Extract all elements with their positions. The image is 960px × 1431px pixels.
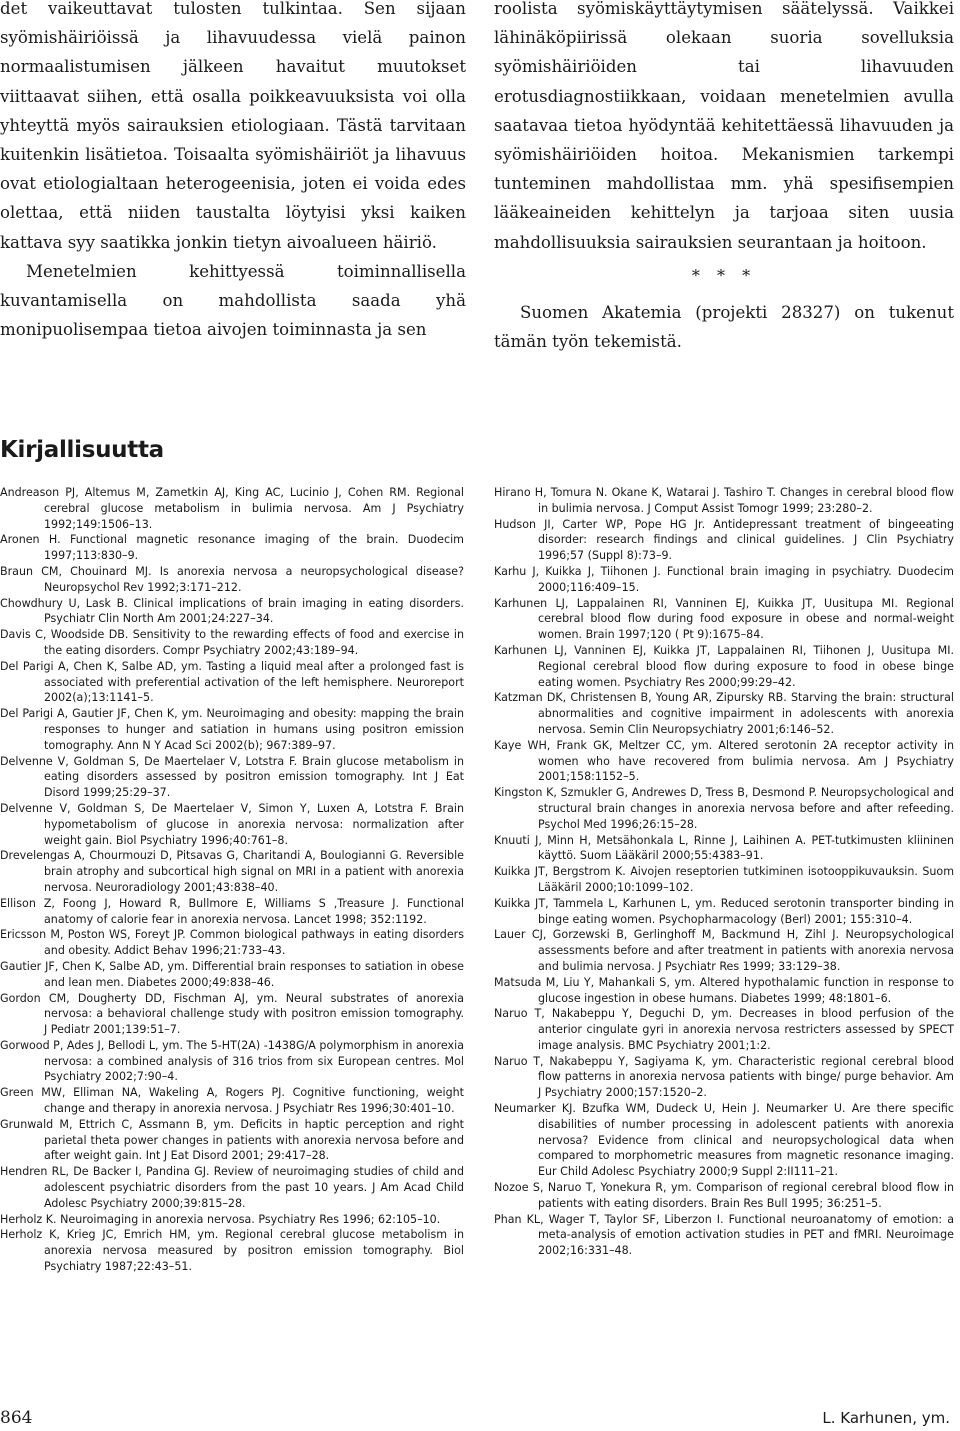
reference-item: Chowdhury U, Lask B. Clinical implications of brain imaging in eating disorders. Psychiatr Clin North Am 2001;24:227–34. <box>0 596 464 626</box>
reference-item: Kuikka JT, Bergstrom K. Aivojen reseptorien tutkiminen isotooppikuvauksin. Suom Lääkäril 2000;10:1099–102. <box>494 865 954 894</box>
references-left-column <box>0 485 464 1275</box>
reference-item: Katzman DK, Christensen B, Young AR, Zipursky RB. Starving the brain: structural abnormalities and cognitive impairment in adolescents with anorexia nervosa. Semin Clin Neuropsychiatry 2001;6:146–52. <box>494 691 954 736</box>
reference-item: Drevelengas A, Chourmouzi D, Pitsavas G, Charitandi A, Boulogianni G. Reversible brain atrophy and subcortical high signal on MRI in a patient with anorexia nervosa. Neuroradiology 2001;43:838–40. <box>0 849 464 894</box>
acknowledgement: Suomen Akatemia (projekti 28327) on tukenut tämän työn tekemistä. <box>494 303 954 352</box>
reference-item: Herholz K, Krieg JC, Emrich HM, ym. Regional cerebral glucose metabolism in anorexia nervosa measured by positron emission tomography. Biol Psychiatry 1987;22:43–51. <box>0 1228 464 1274</box>
reference-item: Hudson JI, Carter WP, Pope HG Jr. Antidepressant treatment of bingeeating disorder: research findings and clinical guidelines. J Clin Psychiatry 1996;57 (Suppl 8):73–9. <box>494 517 954 563</box>
reference-item: Gautier JF, Chen K, Salbe AD, ym. Differential brain responses to satiation in obese and lean men. Diabetes 2000;49:838–46. <box>0 959 464 989</box>
references-heading: Kirjallisuutta <box>0 437 164 463</box>
references-right-column <box>494 485 954 1259</box>
reference-item: Nozoe S, Naruo T, Yonekura R, ym. Comparison of regional cerebral blood flow in patients with eating disorders. Brain Res Bull 1995; 36:251–5. <box>494 1181 954 1210</box>
reference-item: Davis C, Woodside DB. Sensitivity to the rewarding effects of food and exercise in the eating disorders. Compr Psychiatry 2002;43:189–94. <box>0 628 464 657</box>
reference-item: Delvenne V, Goldman S, De Maertelaer V, Lotstra F. Brain glucose metabolism in eating disorders assessed by positron emission tomography. Int J Eat Disord 1999;25:29–37. <box>0 754 464 800</box>
running-author: L. Karhunen, ym. <box>822 1409 950 1427</box>
reference-item: Karhunen LJ, Lappalainen RI, Vanninen EJ, Kuikka JT, Uusitupa MI. Regional cerebral blood flow during food exposure in obese and normal-weight women. Brain 1997;120 ( Pt 9):1675–84. <box>494 596 954 642</box>
reference-item: Del Parigi A, Chen K, Salbe AD, ym. Tasting a liquid meal after a prolonged fast is associated with preferential activation of the left hemisphere. Neuroreport 2002(a);13:1141–5. <box>0 659 464 705</box>
article-paragraph-1: det vaikeuttavat tulosten tulkintaa. Sen sijaan syömishäiriöissä ja lihavuudessa vielä painon normaalistumisen jälkeen havaitut muutokset viittaavat siihen, että osalla poikkeavuuksista voi olla yhteyttä myös sairauksien etiologiaan. Tästä tarvitaan kuitenkin lisätietoa. Toisaalta syömishäiriöt ja lihavuus ovat etiologialtaan heterogeenisia, joten ei voida edes olettaa, että niiden taustalta löytyisi yksi kaiken kattava syy saatikka jonkin tietyn aivoalueen häiriö. <box>0 0 466 252</box>
reference-item: Naruo T, Nakabeppu Y, Sagiyama K, ym. Characteristic regional cerebral blood flow patterns in anorexia nervosa patients with binge/ purge behavior. Am J Psychiatry 2000;157:1520–2. <box>494 1054 954 1100</box>
reference-item: Ericsson M, Poston WS, Foreyt JP. Common biological pathways in eating disorders and obesity. Addict Behav 1996;21:733–43. <box>0 928 464 958</box>
reference-item: Phan KL, Wager T, Taylor SF, Liberzon I. Functional neuroanatomy of emotion: a meta-analysis of emotion activation studies in PET and fMRI. Neuroimage 2002;16:331–48. <box>494 1212 954 1258</box>
section-separator: * * * <box>691 265 757 285</box>
reference-item: Knuuti J, Minn H, Metsähonkala L, Rinne J, Laihinen A. PET-tutkimusten kliininen käyttö. Suom Lääkäril 2000;55:4383–91. <box>494 833 954 863</box>
reference-item: Lauer CJ, Gorzewski B, Gerlinghoff M, Backmund H, Zihl J. Neuropsychological assessments before and after treatment in patients with anorexia nervosa and bulimia nervosa. J Psychiatr Res 1999; 33:129–38. <box>494 928 954 973</box>
reference-item: Green MW, Elliman NA, Wakeling A, Rogers PJ. Cognitive functioning, weight change and therapy in anorexia nervosa. J Psychiatr Res 1996;30:401–10. <box>0 1086 464 1116</box>
reference-item: Hendren RL, De Backer I, Pandina GJ. Review of neuroimaging studies of child and adolescent psychiatric disorders from the past 10 years. J Am Acad Child Adolesc Psychiatry 2000;39:815–28. <box>0 1165 464 1210</box>
reference-item: Delvenne V, Goldman S, De Maertelaer V, Simon Y, Luxen A, Lotstra F. Brain hypometabolism of glucose in anorexia nervosa: normalization after weight gain. Biol Psychiatry 1996;40:761–8. <box>0 801 464 847</box>
article-paragraph-2: Menetelmien kehittyessä toiminnallisella kuvantamisella on mahdollista saada yhä monipuolisempaa tietoa aivojen toiminnasta ja sen <box>0 261 466 340</box>
reference-item: Karhunen LJ, Vanninen EJ, Kuikka JT, Lappalainen RI, Tiihonen J, Uusitupa MI. Regional cerebral blood flow during exposure to food in obese binge eating women. Psychiatry Res 2000;99:29–42. <box>494 643 954 689</box>
reference-item: Gordon CM, Dougherty DD, Fischman AJ, ym. Neural substrates of anorexia nervosa: a behavioral challenge study with positron emission tomography. J Pediatr 2001;139:51–7. <box>0 991 464 1037</box>
reference-item: Kingston K, Szmukler G, Andrewes D, Tress B, Desmond P. Neuropsychological and structural brain changes in anorexia nervosa before and after refeeding. Psychol Med 1996;26:15–28. <box>494 786 954 831</box>
reference-item: Ellison Z, Foong J, Howard R, Bullmore E, Williams S ,Treasure J. Functional anatomy of calorie fear in anorexia nervosa. Lancet 1998; 352:1192. <box>0 896 464 926</box>
article-paragraph-3: roolista syömiskäyttäytymisen säätelyssä. Vaikkei lähinäköpiirissä olekaan suoria sovelluksia syömishäiriöiden tai lihavuuden erotusdiagnostiikkaan, voidaan menetelmien avulla saatavaa tietoa hyödyntää kehitettäessä lihavuuden ja syömishäiriöiden hoitoa. Mekanismien tarkempi tunteminen mahdollistaa mm. yhä spesifisempien lääkeaineiden kehittelyn ja tarjoaa siten uusia mahdollisuuksia sairauksien seurantaan ja hoitoon. <box>494 0 954 252</box>
reference-item: Andreason PJ, Altemus M, Zametkin AJ, King AC, Lucinio J, Cohen RM. Regional cerebral glucose metabolism in bulimia nervosa. Am J Psychiatry 1992;149:1506–13. <box>0 486 464 531</box>
reference-item: Kaye WH, Frank GK, Meltzer CC, ym. Altered serotonin 2A receptor activity in women who have recovered from bulimia nervosa. Am J Psychiatry 2001;158:1152–5. <box>494 738 954 784</box>
page-number: 864 <box>0 1408 33 1428</box>
reference-item: Hirano H, Tomura N. Okane K, Watarai J. Tashiro T. Changes in cerebral blood flow in bulimia nervosa. J Comput Assist Tomogr 1999; 23:280–2. <box>494 486 954 515</box>
article-right-column <box>494 0 954 356</box>
reference-item: Kuikka JT, Tammela L, Karhunen L, ym. Reduced serotonin transporter binding in binge eating women. Psychopharmacology (Berl) 2001; 155:310–4. <box>494 896 954 926</box>
reference-item: Matsuda M, Liu Y, Mahankali S, ym. Altered hypothalamic function in response to glucose ingestion in obese humans. Diabetes 1999; 48:1801–6. <box>494 975 954 1005</box>
reference-item: Karhu J, Kuikka J, Tiihonen J. Functional brain imaging in psychiatry. Duodecim 2000;116:409–15. <box>494 564 954 594</box>
reference-item: Gorwood P, Ades J, Bellodi L, ym. The 5-HT(2A) -1438G/A polymorphism in anorexia nervosa: a combined analysis of 316 trios from six European centres. Mol Psychiatry 2002;7:90–4. <box>0 1038 464 1084</box>
reference-item: Grunwald M, Ettrich C, Assmann B, ym. Deficits in haptic perception and right parietal theta power changes in patients with anorexia nervosa before and after weight gain. Int J Eat Disord 2001; 29:417–28. <box>0 1117 464 1163</box>
reference-item: Neumarker KJ. Bzufka WM, Dudeck U, Hein J. Neumarker U. Are there specific disabilities of number processing in adolescent patients with anorexia nervosa? Evidence from clinical and neuropsychological data when compared to morphometric measures from magnetic resonance imaging. Eur Child Adolesc Psychiatry 2000;9 Suppl 2:II111–21. <box>494 1102 954 1179</box>
reference-item: Del Parigi A, Gautier JF, Chen K, ym. Neuroimaging and obesity: mapping the brain responses to hunger and satiation in humans using positron emission tomography. Ann N Y Acad Sci 2002(b); 967:389–97. <box>0 707 464 752</box>
article-left-column <box>0 0 466 344</box>
reference-item: Herholz K. Neuroimaging in anorexia nervosa. Psychiatry Res 1996; 62:105–10. <box>0 1212 441 1226</box>
reference-item: Naruo T, Nakabeppu Y, Deguchi D, ym. Decreases in blood perfusion of the anterior cingulate gyri in anorexia nervosa restricters assessed by SPECT image analysis. BMC Psychiatry 2001;1:2. <box>494 1007 954 1052</box>
reference-item: Aronen H. Functional magnetic resonance imaging of the brain. Duodecim 1997;113:830–9. <box>0 533 464 563</box>
reference-item: Braun CM, Chouinard MJ. Is anorexia nervosa a neuropsychological disease? Neuropsychol Rev 1992;3:171–212. <box>0 564 464 594</box>
